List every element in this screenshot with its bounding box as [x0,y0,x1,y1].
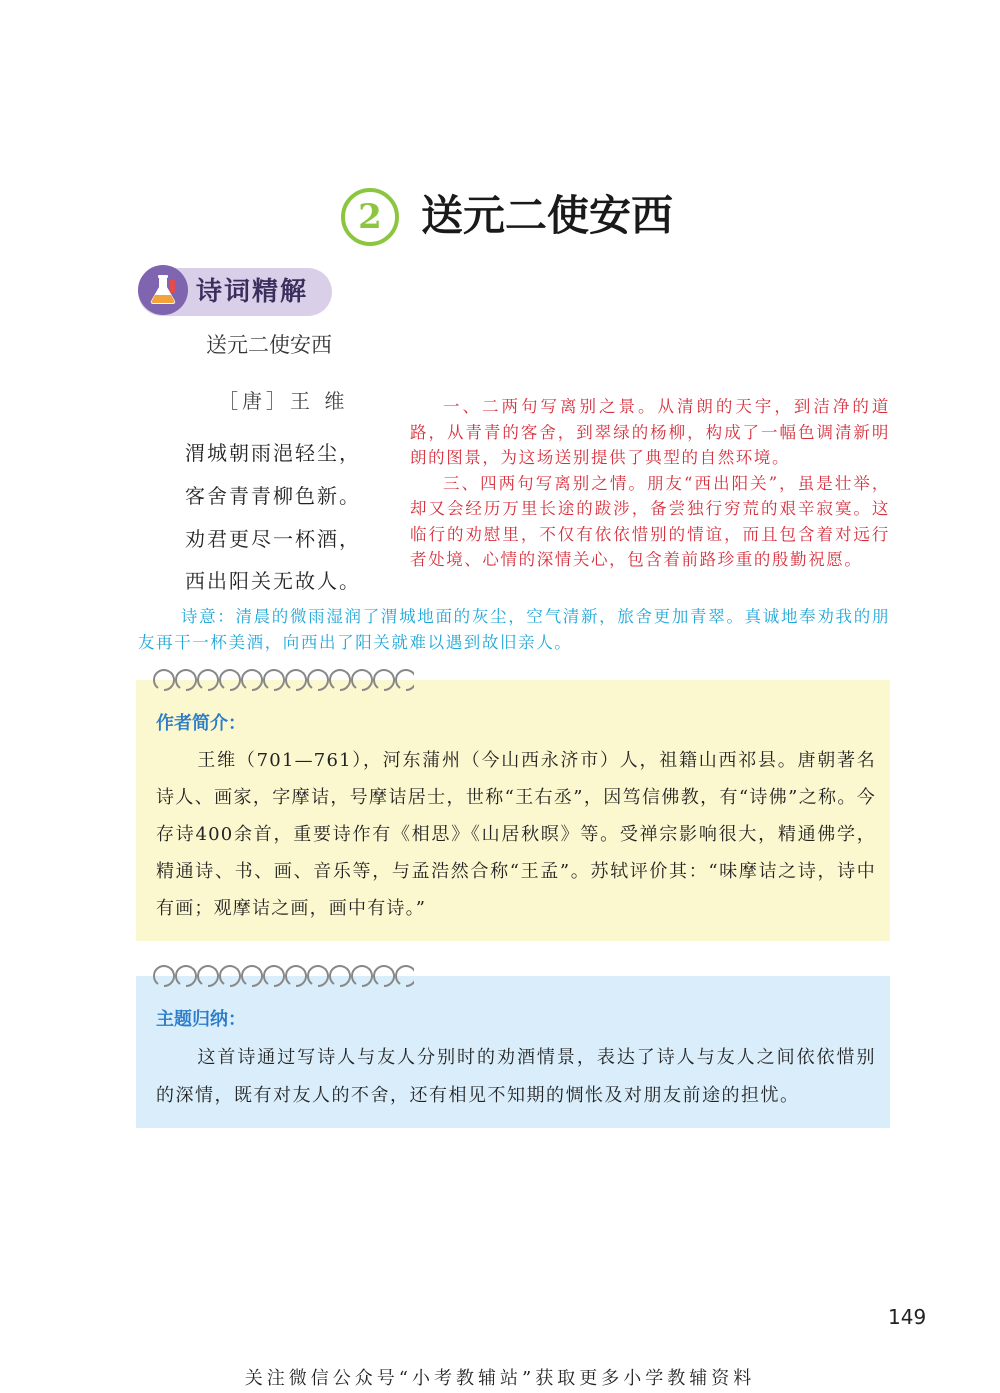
theme-summary-heading: 主题归纳： [156,1009,246,1030]
poem-title: 送元二使安西 [206,333,332,357]
poem-line: 西出阳关无故人。 [185,569,361,593]
binder-rings-decoration [144,962,414,990]
theme-summary-text [156,1039,876,1115]
binder-rings-decoration [144,666,414,694]
page-number: 149 [888,1305,927,1329]
author-intro-text [156,742,876,927]
lesson-title: 送元二使安西 [421,191,674,240]
theme-summary-paragraph: 这首诗通过写诗人与友人分别时的劝酒情景，表达了诗人与友人之间依依惜别的深情，既有对友人的不舍，还有相见不知期的惆怅及对朋友前途的担忧。 [156,1047,876,1106]
annotation-paragraph: 三、四两句写离别之情。朋友“西出阳关”，虽是壮举，却又会经历万里长途的跋涉，备尝独行穷荒的艰辛寂寞。这临行的劝慰里，不仅有依依惜别的情谊，而且包含着对远行者处境、心情的深情关心，包含着前路珍重的殷勤祝愿。 [410,473,890,569]
footer-note: 关注微信公众号“小考教辅站”获取更多小学教辅资料 [244,1368,756,1389]
translation-text: 诗意：清晨的微雨湿润了渭城地面的灰尘，空气清新，旅舍更加青翠。真诚地奉劝我的朋友再干一杯美酒，向西出了阳关就难以遇到故旧亲人。 [138,607,890,652]
poem-author: ［唐］王 维 [218,389,349,413]
flask-icon [138,265,188,315]
poem-line: 劝君更尽一杯酒， [185,527,361,551]
poem-annotation [410,394,890,573]
poem-translation [138,604,890,656]
section-label: 诗词精解 [196,277,309,307]
author-intro-paragraph: 王维（701—761），河东蒲州（今山西永济市）人，祖籍山西祁县。唐朝著名诗人、画家，字摩诘，号摩诘居士，世称“王右丞”，因笃信佛教，有“诗佛”之称。今存诗400余首，重要诗作有《相思》《山居秋暝》等。受禅宗影响很大，精通佛学，精通诗、书、画、音乐等，与孟浩然合称“王孟”。苏轼评价其：“味摩诘之诗，诗中有画；观摩诘之画，画中有诗。” [156,750,876,919]
poem-line: 客舍青青柳色新。 [185,484,361,508]
lesson-number-badge: 2 [341,188,399,246]
poem-line: 渭城朝雨浥轻尘， [185,441,361,465]
annotation-paragraph: 一、二两句写离别之景。从清朗的天宇，到洁净的道路，从青青的客舍，到翠绿的杨柳，构成了一幅色调清新明朗的图景，为这场送别提供了典型的自然环境。 [410,397,890,467]
author-intro-heading: 作者简介： [156,713,246,734]
